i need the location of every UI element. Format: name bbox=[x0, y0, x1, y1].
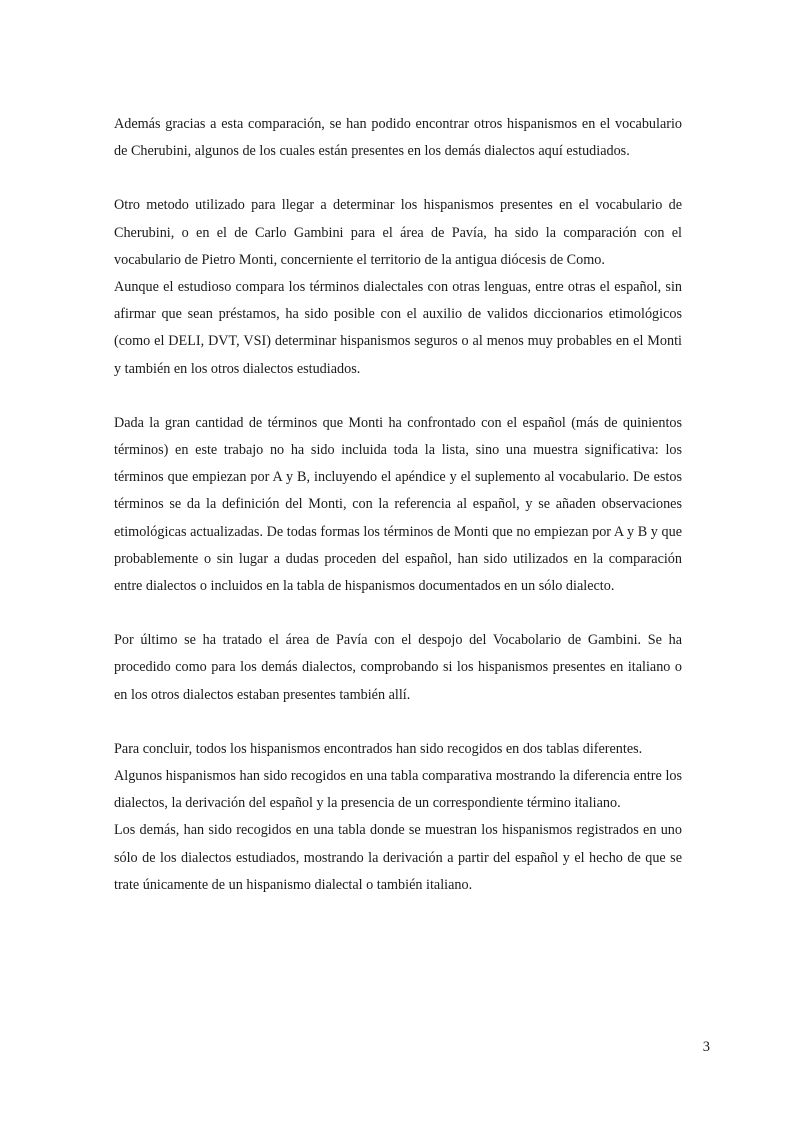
paragraph-conclusion-intro: Para concluir, todos los hispanismos encontrados han sido recogidos en dos tablas diferentes. bbox=[114, 740, 643, 757]
paragraph-etymological-dictionaries: Aunque el estudioso compara los términos dialectales con otras lenguas, entre otras el español, sin afirmar que sean préstamos, ha sido posible con el auxilio de validos diccionarios etimológicos (como el DELI, DVT, VSI) determinar hispanismos seguros o al menos muy probables en el Monti y también en los otros dialectos estudiados. bbox=[114, 279, 682, 377]
page-number: 3 bbox=[702, 1039, 710, 1055]
paragraph-monti-method: Otro metodo utilizado para llegar a determinar los hispanismos presentes en el vocabulario de Cherubini, o en el de Carlo Gambini para el área de Pavía, ha sido la comparación con el vocabulario de Pietro Monti, concerniente el territorio de la antigua diócesis de Como. bbox=[114, 197, 682, 268]
paragraph-monti-sample: Dada la gran cantidad de términos que Monti ha confrontado con el español (más de quinientos términos) en este trabajo no ha sido incluida toda la lista, sino una muestra significativa: los términos que empiezan por A y B, incluyendo el apéndice y el suplemento al vocabulario. De estos términos se da la definición del Monti, con la referencia al español, y se añaden observaciones etimológicas actualizadas. De todas formas los términos de Monti que no empiezan por A y B y que probablemente o sin lugar a dudas proceden del español, han sido utilizados en la comparación entre dialectos o incluidos en la tabla de hispanismos documentados en un sólo dialecto. bbox=[114, 414, 682, 595]
page-body bbox=[114, 111, 682, 926]
paragraph-comparative-table: Algunos hispanismos han sido recogidos en una tabla comparativa mostrando la diferencia entre los dialectos, la derivación del español y la presencia de un correspondiente término italiano. bbox=[114, 768, 682, 812]
paragraph-cherubini-comparison: Además gracias a esta comparación, se han podido encontrar otros hispanismos en el vocabulario de Cherubini, algunos de los cuales están presentes en los demás dialectos aquí estudiados. bbox=[114, 116, 682, 160]
paragraph-single-dialect-table: Los demás, han sido recogidos en una tabla donde se muestran los hispanismos registrados en uno sólo de los dialectos estudiados, mostrando la derivación a partir del español y el hecho de que se trate únicamente de un hispanismo dialectal o también italiano. bbox=[114, 822, 682, 893]
paragraph-pavia-area: Por último se ha tratado el área de Pavía con el despojo del Vocabolario de Gambini. Se ha procedido como para los demás dialectos, comprobando si los hispanismos presentes en italiano o en los otros dialectos estaban presentes también allí. bbox=[114, 632, 682, 703]
